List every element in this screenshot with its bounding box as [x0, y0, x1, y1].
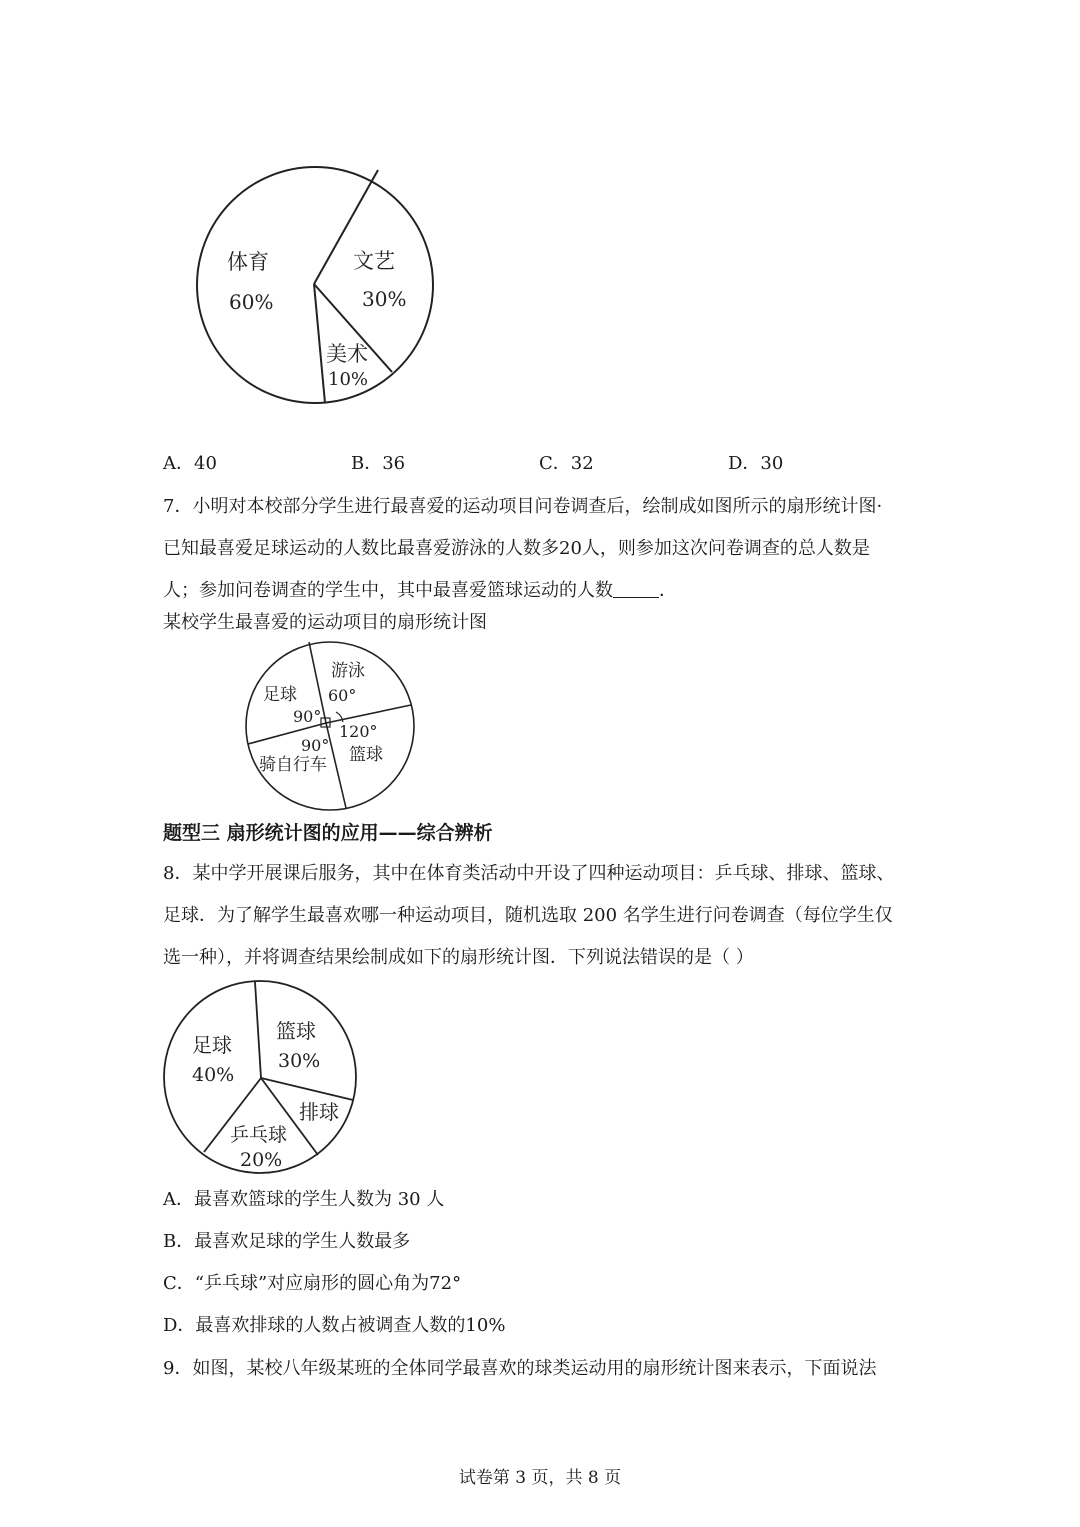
q6-option-c[interactable]: C．32 [539, 453, 594, 474]
pie3-value-basketball: 30% [278, 1050, 321, 1072]
pie3-value-football: 40% [192, 1064, 235, 1086]
q8-text-line1: 8．某中学开展课后服务，其中在体育类活动中开设了四种运动项目：乒乓球、排球、篮球、 [163, 863, 895, 884]
pie-chart-activities [160, 980, 360, 1178]
pie1-label-fine-art: 美术 [326, 342, 368, 366]
pie2-value-basketball: 120° [339, 722, 378, 741]
q8-option-a[interactable]: A．最喜欢篮球的学生人数为 30 人 [163, 1189, 445, 1210]
pie-chart-sports [243, 640, 418, 812]
pie3-label-pingpong: 乒乓球 [230, 1124, 288, 1146]
pie-chart-interest [190, 160, 440, 410]
q8-text-line3: 选一种），并将调查结果绘制成如下的扇形统计图．下列说法错误的是（ ） [163, 947, 754, 968]
q8-option-b[interactable]: B．最喜欢足球的学生人数最多 [163, 1231, 411, 1252]
q6-option-d[interactable]: D．30 [728, 453, 784, 474]
q7-text-line3-end: ． [659, 580, 677, 601]
pie2-value-swimming: 60° [328, 686, 357, 705]
q7-text-line3-body: 人；参加问卷调查的学生中，其中最喜爱篮球运动的人数 [163, 580, 613, 601]
pie2-label-cycling: 骑自行车 [259, 755, 327, 775]
pie3-value-pingpong: 20% [240, 1149, 283, 1171]
pie1-label-sports: 体育 [227, 250, 269, 274]
q6-option-b[interactable]: B．36 [351, 453, 406, 474]
q7-text-line2: 已知最喜爱足球运动的人数比最喜爱游泳的人数多20人，则参加这次问卷调查的总人数是 [163, 538, 870, 559]
q8-option-c[interactable]: C．“乒乓球”对应扇形的圆心角为72° [163, 1273, 462, 1294]
pie1-value-fine-art: 10% [328, 369, 369, 390]
pie2-value-football: 90° [293, 707, 322, 726]
q8-option-d[interactable]: D．最喜欢排球的人数占被调查人数的10% [163, 1315, 506, 1336]
section-title: 题型三 扇形统计图的应用——综合辨析 [163, 822, 493, 844]
q8-text-line2: 足球．为了解学生最喜欢哪一种运动项目，随机选取 200 名学生进行问卷调查（每位学生仅 [163, 905, 893, 926]
pie3-label-basketball: 篮球 [276, 1019, 316, 1043]
pie3-label-football: 足球 [192, 1033, 232, 1057]
q7-text-line3 [163, 578, 677, 604]
q7-chart-title: 某校学生最喜爱的运动项目的扇形统计图 [163, 612, 487, 633]
pie2-value-cycling: 90° [301, 736, 330, 755]
q7-text-line1: 7．小明对本校部分学生进行最喜爱的运动项目问卷调查后，绘制成如图所示的扇形统计图· [163, 496, 883, 517]
pie2-label-football: 足球 [263, 685, 297, 705]
pie3-label-volleyball: 排球 [299, 1100, 339, 1124]
q6-option-a[interactable]: A．40 [163, 453, 217, 474]
q9-text-line1: 9．如图，某校八年级某班的全体同学最喜欢的球类运动用的扇形统计图来表示，下面说法 [163, 1358, 877, 1379]
pie1-value-sports: 60% [229, 290, 274, 314]
pie1-value-arts: 30% [362, 287, 407, 311]
page-footer: 试卷第 3 页，共 8 页 [458, 1468, 622, 1488]
pie2-label-basketball: 篮球 [349, 745, 383, 765]
q7-answer-blank[interactable] [613, 579, 659, 598]
pie1-label-arts: 文艺 [353, 249, 395, 273]
pie2-label-swimming: 游泳 [331, 661, 365, 681]
